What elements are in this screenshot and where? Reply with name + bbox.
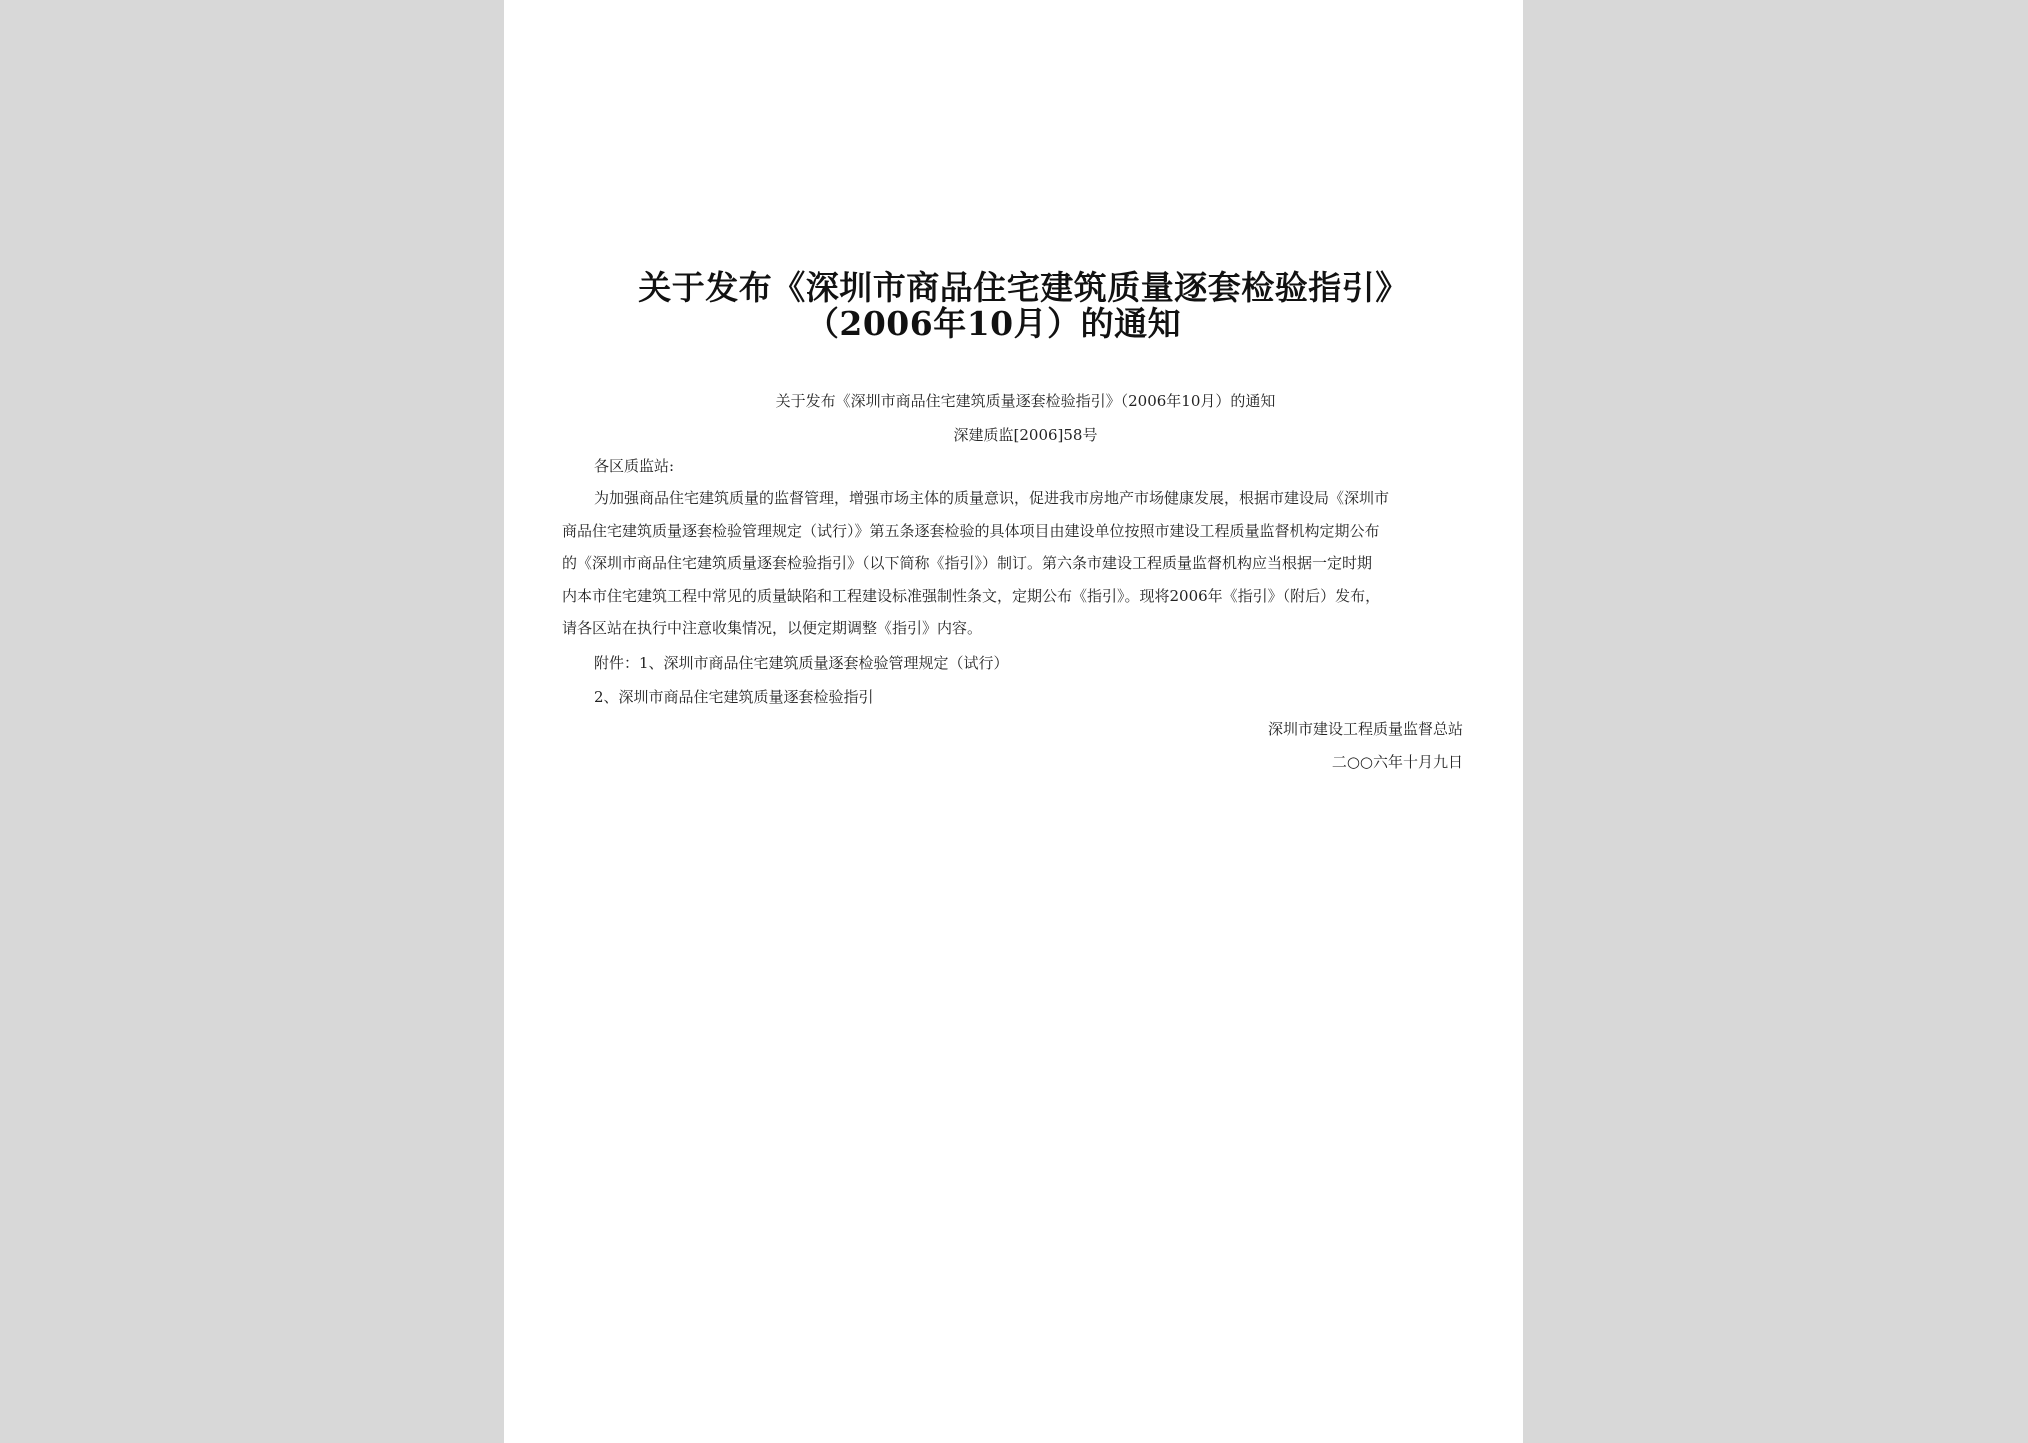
body-line: 内本市住宅建筑工程中常见的质量缺陷和工程建设标准强制性条文，定期公布《指引》。现将2006年《指引》（附后）发布， <box>562 586 1381 605</box>
document-title-line-2: （2006年10月）的通知 <box>805 304 1182 343</box>
document-number: 深建质监[2006]58号 <box>953 426 1098 444</box>
issuer-signature: 深圳市建设工程质量监督总站 <box>1267 720 1463 738</box>
attachment-item-2: 2、深圳市商品住宅建筑质量逐套检验指引 <box>594 688 874 706</box>
body-line: 为加强商品住宅建筑质量的监督管理，增强市场主体的质量意识，促进我市房地产市场健康发展，根据市建设局《深圳市 <box>594 489 1390 507</box>
body-line: 的《深圳市商品住宅建筑质量逐套检验指引》（以下简称《指引》）制订。第六条市建设工程质量监督机构应当根据一定时期 <box>562 554 1373 573</box>
body-line: 请各区站在执行中注意收集情况，以便定期调整《指引》内容。 <box>562 619 983 638</box>
attachment-item-1: 附件：1、深圳市商品住宅建筑质量逐套检验管理规定（试行） <box>594 654 1009 672</box>
greeting: 各区质监站: <box>594 457 675 475</box>
document-title-line-1: 关于发布《深圳市商品住宅建筑质量逐套检验指引》 <box>638 268 1409 307</box>
body-paragraph <box>562 482 1472 645</box>
issue-date: 二○○六年十月九日 <box>1331 753 1463 771</box>
document-page <box>504 0 1523 1443</box>
notice-subtitle: 关于发布《深圳市商品住宅建筑质量逐套检验指引》（2006年10月）的通知 <box>775 392 1276 410</box>
body-line: 商品住宅建筑质量逐套检验管理规定（试行）》第五条逐套检验的具体项目由建设单位按照市建设工程质量监督机构定期公布 <box>562 521 1380 540</box>
